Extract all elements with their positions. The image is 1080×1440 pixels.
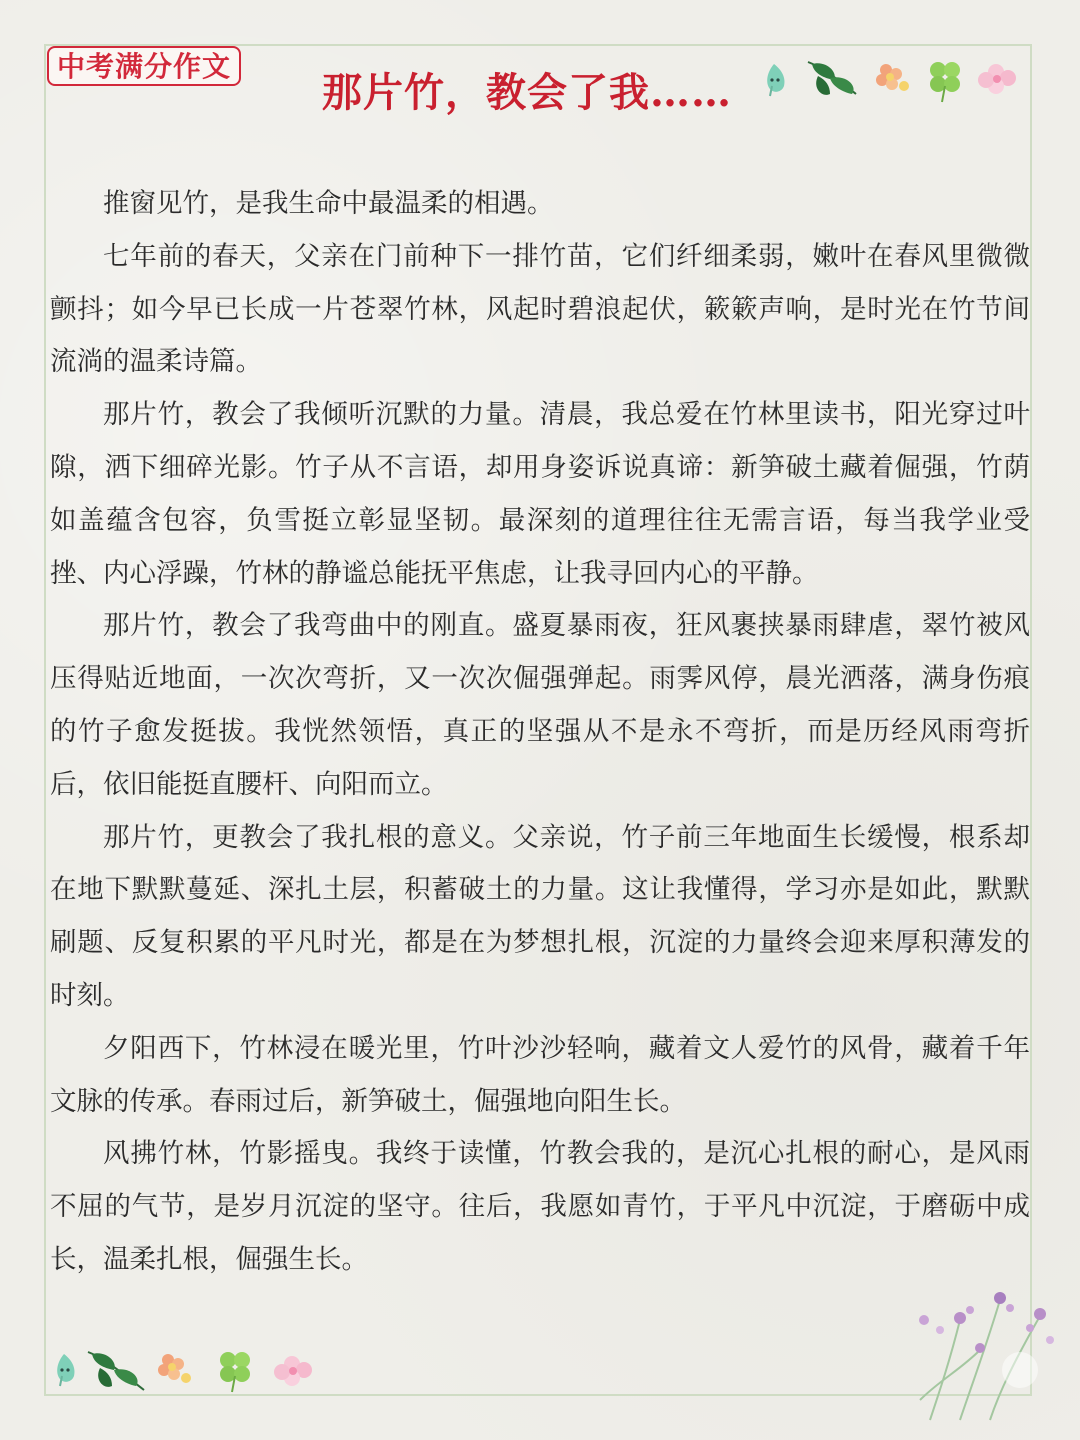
orange-flower-icon — [158, 1354, 191, 1383]
paragraph: 那片竹，更教会了我扎根的意义。父亲说，竹子前三年地面生长缓慢，根系却在地下默默蔓延、深扎土层，积蓄破土的力量。这让我懂得，学习亦是如此，默默刷题、反复积累的平凡时光，都是在为梦想扎根，沉淀的力量终会迎来厚积薄发的时刻。 — [50, 821, 1030, 1011]
paragraph: 夕阳西下，竹林浸在暖光里，竹叶沙沙轻响，藏着文人爱竹的风骨，藏着千年文脉的传承。春雨过后，新笋破土，倔强地向阳生长。 — [50, 1032, 1030, 1117]
clover-icon — [220, 1352, 250, 1392]
paragraph: 风拂竹林，竹影摇曳。我终于读懂，竹教会我的，是沉心扎根的耐心，是风雨不屈的气节，是岁月沉淀的坚守。往后，我愿如青竹，于平凡中沉淀，于磨砺中成长，温柔扎根，倔强生长。 — [50, 1138, 1030, 1275]
paragraph: 推窗见竹，是我生命中最温柔的相遇。 — [103, 188, 554, 219]
top-decoration — [760, 56, 1040, 110]
paragraph: 七年前的春天，父亲在门前种下一排竹苗，它们纤细柔弱，嫩叶在春风里微微颤抖；如今早已长成一片苍翠竹林，风起时碧浪起伏，簌簌声响，是时光在竹节间流淌的温柔诗篇。 — [50, 240, 1030, 378]
green-leaves-icon — [88, 1352, 144, 1390]
purple-flowers-icon — [900, 1280, 1070, 1440]
category-badge: 中考满分作文 — [47, 46, 241, 86]
essay-body — [50, 178, 1030, 1287]
green-leaves-icon — [808, 62, 856, 95]
pink-flower-icon — [274, 1356, 312, 1386]
teal-drop-icon — [767, 64, 784, 96]
teal-drop-icon — [57, 1354, 74, 1386]
clover-icon — [930, 62, 960, 102]
essay-title: 那片竹，教会了我…… — [322, 69, 732, 116]
orange-flower-icon — [876, 64, 909, 91]
pink-flower-icon — [978, 64, 1016, 94]
bottom-decoration — [48, 1346, 328, 1400]
paragraph: 那片竹，教会了我倾听沉默的力量。清晨，我总爱在竹林里读书，阳光穿过叶隙，洒下细碎光影。竹子从不言语，却用身姿诉说真谛：新笋破土藏着倔强，竹荫如盖蕴含包容，负雪挺立彰显坚韧。最深刻的道理往往无需言语，每当我学业受挫、内心浮躁，竹林的静谧总能抚平焦虑，让我寻回内心的平静。 — [50, 399, 1030, 589]
paragraph: 那片竹，教会了我弯曲中的刚直。盛夏暴雨夜，狂风裹挟暴雨肆虐，翠竹被风压得贴近地面，一次次弯折，又一次次倔强弹起。雨霁风停，晨光洒落，满身伤痕的竹子愈发挺拔。我恍然领悟，真正的坚强从不是永不弯折，而是历经风雨弯折后，依旧能挺直腰杆、向阳而立。 — [50, 610, 1030, 800]
